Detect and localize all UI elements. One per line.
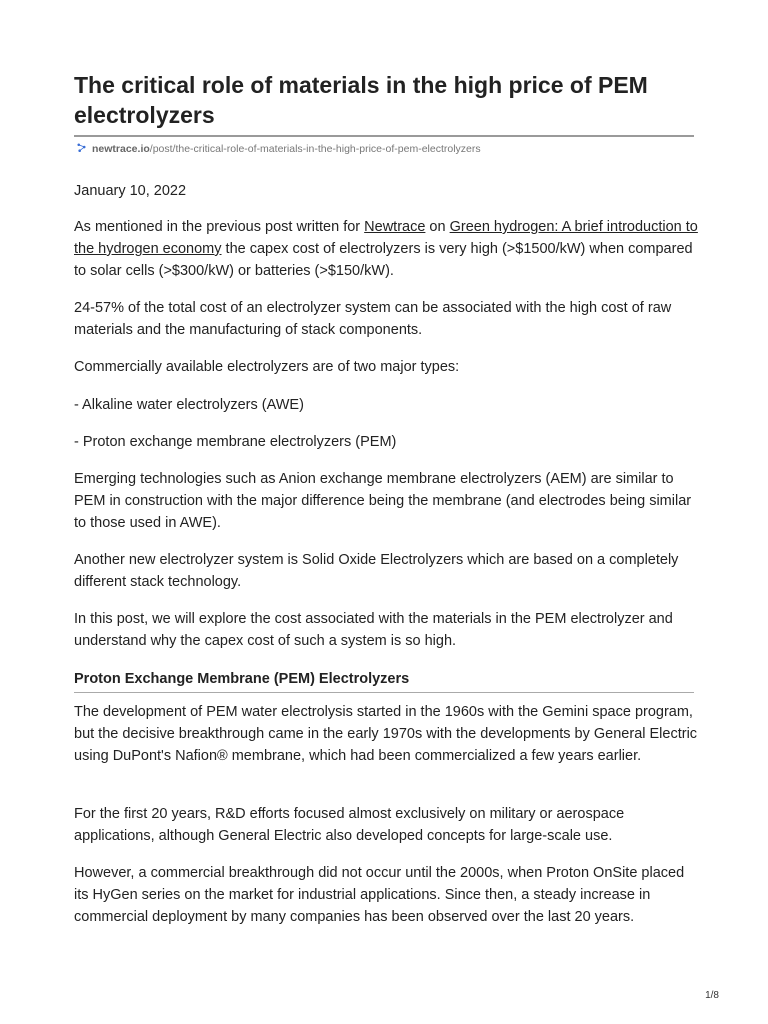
- publish-date: January 10, 2022: [74, 183, 187, 199]
- paragraph-pem-history: The development of PEM water electrolysis started in the 1960s with the Gemini space program, but the decisive breakthrough came in the early 1970s with the developments by General Electric using DuPont's Nafion® membrane, which had been commercialized a few years earlier.: [74, 704, 698, 764]
- paragraph-cost-share: 24-57% of the total cost of an electrolyzer system can be associated with the high cost of raw materials and the manufacturing of stack components.: [74, 300, 672, 338]
- paragraph-intro-text-3: the capex cost of electrolyzers is very high (>$1500/kW) when compared to solar cells (>$300/kW) or batteries (>$150/kW).: [74, 241, 693, 279]
- paragraph-commercial-breakthrough: However, a commercial breakthrough did not occur until the 2000s, when Proton OnSite placed its HyGen series on the market for industrial applications. Since then, a steady increase in commercial deployment by many companies has been observed over the last 20 years.: [74, 865, 685, 925]
- list-item-pem: - Proton exchange membrane electrolyzers (PEM): [74, 434, 397, 450]
- source-url[interactable]: [76, 142, 481, 156]
- paragraph-intro-text-2: on: [425, 219, 450, 235]
- source-path: /post/the-critical-role-of-materials-in-the-high-price-of-pem-electrolyzers: [149, 143, 481, 155]
- page-number: 1/8: [705, 990, 719, 1001]
- article-title: The critical role of materials in the high price of PEM electrolyzers: [74, 72, 648, 128]
- paragraph-emerging-tech: Emerging technologies such as Anion exchange membrane electrolyzers (AEM) are similar to PEM in construction with the major difference being the membrane (and electrodes being similar to those used in AWE).: [74, 471, 692, 531]
- paragraph-solid-oxide: Another new electrolyzer system is Solid Oxide Electrolyzers which are based on a completely different stack technology.: [74, 552, 679, 590]
- source-domain: newtrace.io: [92, 143, 150, 155]
- paragraph-intro-text-1: As mentioned in the previous post written for: [74, 219, 365, 235]
- paragraph-types-intro: Commercially available electrolyzers are of two major types:: [74, 359, 460, 375]
- title-divider: [74, 135, 694, 137]
- section-divider: [74, 692, 694, 693]
- link-icon: [76, 142, 87, 153]
- paragraph-rnd-focus: For the first 20 years, R&D efforts focused almost exclusively on military or aerospace applications, although General Electric also developed concepts for large-scale use.: [74, 806, 625, 844]
- list-item-awe: - Alkaline water electrolyzers (AWE): [74, 397, 304, 413]
- green-hydrogen-post-link[interactable]: Green hydrogen: A brief introduction to the hydrogen economy: [74, 219, 698, 257]
- paragraph-intro: [74, 216, 699, 282]
- section-heading: Proton Exchange Membrane (PEM) Electrolyzers: [74, 671, 410, 687]
- newtrace-link[interactable]: Newtrace: [364, 219, 426, 235]
- paragraph-post-goal: In this post, we will explore the cost associated with the materials in the PEM electrolyzer and understand why the capex cost of such a system is so high.: [74, 611, 673, 649]
